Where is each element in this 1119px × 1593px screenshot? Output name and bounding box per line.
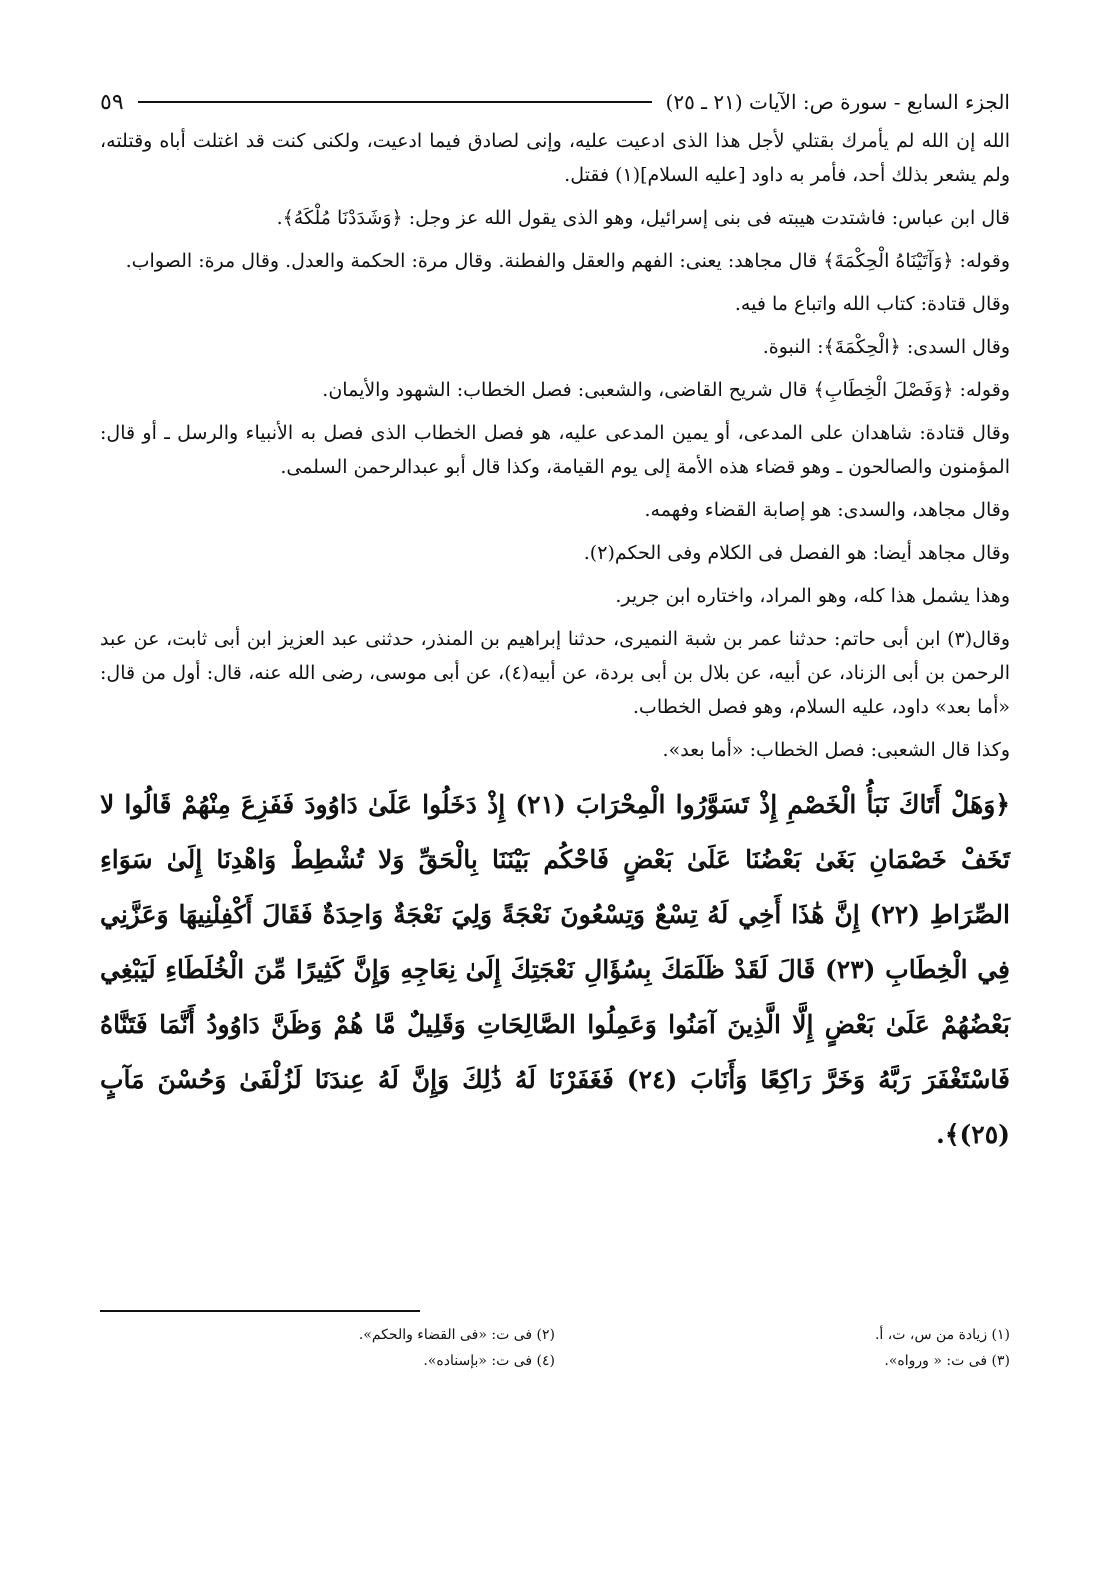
- footnote-rule: [100, 1310, 420, 1312]
- footnotes: [100, 1322, 1010, 1374]
- paragraph: وقال(٣) ابن أبى حاتم: حدثنا عمر بن شبة النميرى، حدثنا إبراهيم بن المنذر، حدثنى عبد العزيز ابن أبى ثابت، عن عبد الرحمن بن أبى الزناد، عن أبيه، عن بلال بن أبى بردة، عن أبيه(٤)، عن أبى موسى، رضى الله عنه، قال: أول من قال: «أما بعد» داود، عليه السلام، وهو فصل الخطاب.: [100, 628, 1010, 718]
- header-title: الجزء السابع - سورة ص: الآيات (٢١ ـ ٢٥): [665, 90, 1010, 114]
- paragraph: وكذا قال الشعبى: فصل الخطاب: «أما بعد».: [662, 739, 1010, 761]
- paragraph: وقال مجاهد، والسدى: هو إصابة القضاء وفهمه.: [644, 499, 1010, 521]
- paragraph: الله إن الله لم يأمرك بقتلي لأجل هذا الذى ادعيت عليه، وإنى لصادق فيما ادعيت، ولكنى كنت قد اغتلت أباه وقتلته، ولم يشعر بذلك أحد، فأمر به داود [عليه السلام](١) فقتل.: [100, 130, 1010, 186]
- paragraph: قال ابن عباس: فاشتدت هيبته فى بنى إسرائيل، وهو الذى يقول الله عز وجل: ﴿وَشَدَدْنَا مُلْكَهُ﴾.: [276, 207, 1010, 229]
- paragraph: وقال السدى: ﴿الْحِكْمَةَ﴾: النبوة.: [762, 336, 1010, 358]
- footnote-area: [100, 0, 1010, 1593]
- footnote: (١) زيادة من س، ت، أ.: [874, 1327, 1010, 1343]
- footnote: (٢) فى ت: «فى القضاء والحكم».: [358, 1327, 555, 1343]
- paragraph: وقال مجاهد أيضا: هو الفصل فى الكلام وفى الحكم(٢).: [583, 542, 1010, 564]
- paragraph: وهذا يشمل هذا كله، وهو المراد، واختاره ابن جرير.: [615, 585, 1010, 607]
- paragraph: وقال قتادة: كتاب الله واتباع ما فيه.: [734, 293, 1010, 315]
- page-number: ٥٩: [100, 89, 124, 115]
- paragraph: وقوله: ﴿وَآتَيْنَاهُ الْحِكْمَةَ﴾ قال مجاهد: يعنى: الفهم والعقل والفطنة. وقال مرة: الحكمة والعدل. وقال مرة: الصواب.: [125, 250, 1010, 272]
- paragraph: وقال قتادة: شاهدان على المدعى، أو يمين المدعى عليه، هو فصل الخطاب الذى فصل به الأنبياء والرسل ـ أو قال: المؤمنون والصالحون ـ وهو قضاء هذه الأمة إلى يوم القيامة، وكذا قال أبو عبدالرحمن السلمى.: [100, 422, 1010, 478]
- footnote-row: [100, 1348, 1010, 1374]
- paragraph: وقوله: ﴿وَفَصْلَ الْخِطَابِ﴾ قال شريح القاضى، والشعبى: فصل الخطاب: الشهود والأيمان.: [322, 379, 1010, 401]
- quran-verses: ﴿وَهَلْ أَتَاكَ نَبَأُ الْخَصْمِ إِذْ تَسَوَّرُوا الْمِحْرَابَ (٢١) إِذْ دَخَلُوا عَلَىٰ دَاوُودَ فَفَزِعَ مِنْهُمْ قَالُوا لا تَخَفْ خَصْمَانِ بَغَىٰ بَعْضُنَا عَلَىٰ بَعْضٍ فَاحْكُم بَيْنَنَا بِالْحَقِّ وَلا تُشْطِطْ وَاهْدِنَا إِلَىٰ سَوَاءِ الصِّرَاطِ (٢٢) إِنَّ هَٰذَا أَخِي لَهُ تِسْعٌ وَتِسْعُونَ نَعْجَةً وَلِيَ نَعْجَةٌ وَاحِدَةٌ فَقَالَ أَكْفِلْنِيهَا وَعَزَّنِي فِي الْخِطَابِ (٢٣) قَالَ لَقَدْ ظَلَمَكَ بِسُؤَالِ نَعْجَتِكَ إِلَىٰ نِعَاجِهِ وَإِنَّ كَثِيرًا مِّنَ الْخُلَطَاءِ لَيَبْغِي بَعْضُهُمْ عَلَىٰ بَعْضٍ إِلَّا الَّذِينَ آمَنُوا وَعَمِلُوا الصَّالِحَاتِ وَقَلِيلٌ مَّا هُمْ وَظَنَّ دَاوُودُ أَنَّمَا فَتَنَّاهُ فَاسْتَغْفَرَ رَبَّهُ وَخَرَّ رَاكِعًا وَأَنَابَ (٢٤) فَغَفَرْنَا لَهُ ذَٰلِكَ وَإِنَّ لَهُ عِندَنَا لَزُلْفَىٰ وَحُسْنَ مَآبٍ (٢٥)﴾.: [100, 790, 1011, 1149]
- footnote: (٣) فى ت: « ورواه».: [884, 1353, 1010, 1369]
- footnote: (٤) فى ت: «بإسناده».: [423, 1353, 555, 1369]
- footnote-row: [100, 1322, 1010, 1348]
